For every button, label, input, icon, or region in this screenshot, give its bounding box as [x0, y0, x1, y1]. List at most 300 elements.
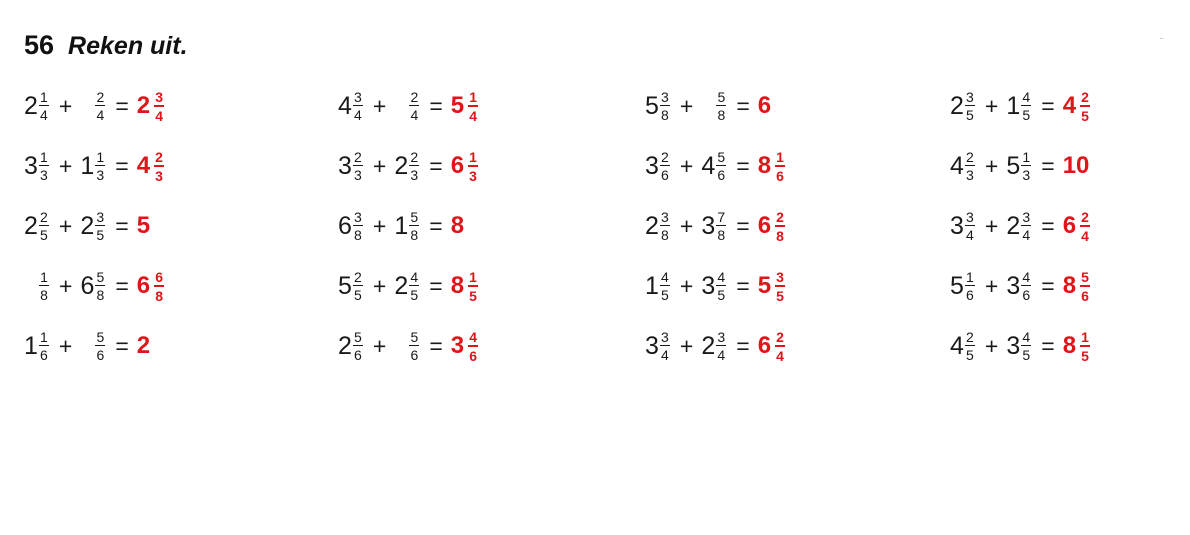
mixed-number	[950, 210, 975, 242]
denominator: 5	[40, 227, 48, 243]
denominator: 4	[354, 107, 362, 123]
numerator: 5	[717, 149, 726, 165]
fraction	[39, 330, 49, 362]
numerator: 2	[966, 149, 974, 165]
fraction	[154, 90, 164, 123]
denominator: 8	[776, 227, 784, 244]
equals-sign: =	[736, 212, 750, 239]
mixed-number	[701, 270, 726, 302]
answer-value	[758, 94, 771, 118]
numerator: 2	[40, 209, 48, 225]
numerator: 1	[40, 269, 48, 285]
fraction	[39, 90, 49, 122]
problem	[645, 84, 771, 128]
fraction	[660, 210, 670, 242]
numerator: 3	[776, 268, 784, 285]
denominator: 6	[717, 167, 726, 183]
fraction	[965, 90, 975, 122]
whole-part: 6	[757, 92, 772, 119]
mixed-number	[24, 330, 49, 362]
denominator: 3	[966, 167, 974, 183]
fraction	[716, 330, 726, 362]
whole-part: 5	[136, 212, 151, 239]
denominator: 6	[1022, 287, 1031, 303]
numerator: 4	[717, 269, 726, 285]
numerator: 4	[410, 269, 419, 285]
whole-part: 3	[338, 151, 352, 180]
numerator: 5	[410, 329, 419, 345]
mixed-number	[80, 330, 105, 362]
mixed-number	[1006, 150, 1031, 182]
denominator: 6	[410, 347, 419, 363]
numerator: 5	[96, 269, 105, 285]
plus-sign: +	[372, 212, 387, 239]
whole-part: 4	[136, 152, 151, 179]
whole-part: 4	[1062, 92, 1077, 119]
mixed-number	[24, 90, 49, 122]
fraction	[154, 150, 164, 183]
fraction	[660, 330, 670, 362]
denominator: 4	[776, 347, 784, 364]
whole-part: 2	[645, 211, 659, 240]
whole-part: 4	[701, 151, 716, 180]
whole-part: 6	[757, 332, 772, 359]
denominator: 6	[40, 347, 48, 363]
mixed-number	[24, 150, 49, 182]
fraction	[353, 150, 363, 182]
whole-part: 2	[80, 211, 95, 240]
numerator: 1	[96, 149, 105, 165]
fraction	[965, 210, 975, 242]
mixed-number	[701, 90, 726, 122]
whole-part: 3	[1006, 331, 1021, 360]
numerator: 2	[1081, 208, 1089, 225]
whole-part: 1	[645, 271, 659, 300]
mixed-number	[338, 270, 363, 302]
plus-sign: +	[984, 272, 999, 299]
numerator: 2	[776, 208, 784, 225]
problem	[338, 324, 478, 368]
equals-sign: =	[429, 152, 443, 179]
numerator: 3	[661, 329, 669, 345]
plus-sign: +	[58, 92, 73, 119]
denominator: 5	[717, 287, 726, 303]
numerator: 4	[1022, 269, 1031, 285]
fraction	[1021, 210, 1031, 242]
denominator: 4	[966, 227, 974, 243]
mixed-number	[394, 330, 419, 362]
whole-part: 3	[645, 151, 659, 180]
fraction	[353, 270, 363, 302]
answer-value	[1063, 270, 1090, 303]
fraction	[353, 210, 363, 242]
numerator: 1	[1022, 149, 1031, 165]
mixed-number	[80, 150, 105, 182]
answer-value	[137, 90, 164, 123]
numerator: 3	[661, 209, 669, 225]
problem	[338, 264, 478, 308]
fraction	[716, 210, 726, 242]
scan-speck	[1160, 38, 1163, 39]
denominator: 3	[410, 167, 419, 183]
whole-part: 4	[950, 331, 964, 360]
exercise-number: 56	[24, 30, 55, 60]
numerator: 5	[410, 209, 419, 225]
numerator: 2	[410, 149, 419, 165]
numerator: 3	[354, 209, 362, 225]
mixed-number	[950, 90, 975, 122]
whole-part: 2	[24, 91, 38, 120]
whole-part: 8	[1062, 332, 1077, 359]
whole-part: 3	[701, 211, 716, 240]
equals-sign: =	[115, 332, 129, 359]
fraction	[409, 210, 419, 242]
whole-part: 1	[1006, 91, 1021, 120]
denominator: 3	[96, 167, 105, 183]
whole-part: 4	[338, 91, 352, 120]
mixed-number	[394, 210, 419, 242]
plus-sign: +	[984, 212, 999, 239]
plus-sign: +	[679, 152, 694, 179]
whole-part: 2	[394, 151, 409, 180]
numerator: 4	[469, 328, 478, 345]
denominator: 4	[410, 107, 419, 123]
whole-part: 6	[450, 152, 465, 179]
numerator: 6	[155, 268, 164, 285]
whole-part: 5	[757, 272, 772, 299]
numerator: 3	[155, 88, 164, 105]
answer-value	[1063, 154, 1090, 178]
numerator: 3	[966, 89, 974, 105]
fraction	[468, 270, 478, 303]
mixed-number	[645, 150, 670, 182]
fraction	[353, 90, 363, 122]
plus-sign: +	[679, 272, 694, 299]
whole-part: 8	[450, 272, 465, 299]
numerator: 3	[1022, 209, 1031, 225]
plus-sign: +	[58, 152, 73, 179]
fraction	[1080, 210, 1090, 243]
mixed-number	[24, 270, 49, 302]
numerator: 1	[1081, 328, 1089, 345]
fraction	[1021, 150, 1031, 182]
equals-sign: =	[736, 92, 750, 119]
denominator: 4	[1081, 227, 1089, 244]
whole-part: 5	[450, 92, 465, 119]
problem	[950, 264, 1090, 308]
problem	[338, 204, 464, 248]
fraction	[353, 330, 363, 362]
equals-sign: =	[1041, 272, 1055, 299]
whole-part: 8	[450, 212, 465, 239]
denominator: 8	[717, 107, 726, 123]
whole-part: 3	[450, 332, 465, 359]
denominator: 8	[96, 287, 105, 303]
mixed-number	[338, 330, 363, 362]
problem	[950, 144, 1089, 188]
whole-part: 1	[80, 151, 95, 180]
whole-part: 2	[24, 211, 38, 240]
whole-part: 6	[757, 212, 772, 239]
mixed-number	[80, 210, 105, 242]
numerator: 1	[469, 268, 477, 285]
whole-part: 10	[1062, 152, 1090, 179]
equals-sign: =	[736, 152, 750, 179]
equals-sign: =	[115, 92, 129, 119]
problem	[24, 204, 150, 248]
whole-part: 3	[645, 331, 659, 360]
equals-sign: =	[429, 212, 443, 239]
fraction	[468, 90, 478, 123]
plus-sign: +	[984, 152, 999, 179]
numerator: 2	[410, 89, 419, 105]
fraction	[468, 330, 478, 363]
numerator: 1	[776, 148, 784, 165]
denominator: 4	[1022, 227, 1031, 243]
numerator: 4	[661, 269, 669, 285]
denominator: 5	[1081, 107, 1089, 124]
denominator: 6	[354, 347, 362, 363]
denominator: 8	[155, 287, 164, 304]
plus-sign: +	[372, 152, 387, 179]
problem	[645, 324, 785, 368]
numerator: 4	[1022, 89, 1031, 105]
fraction	[95, 210, 105, 242]
plus-sign: +	[372, 332, 387, 359]
answer-value	[137, 214, 150, 238]
problem	[950, 84, 1090, 128]
denominator: 4	[717, 347, 726, 363]
whole-part: 1	[24, 331, 38, 360]
fraction	[95, 150, 105, 182]
denominator: 5	[410, 287, 419, 303]
mixed-number	[338, 90, 363, 122]
mixed-number	[394, 90, 419, 122]
denominator: 5	[966, 347, 974, 363]
fraction	[409, 270, 419, 302]
numerator: 5	[717, 89, 726, 105]
numerator: 3	[717, 329, 726, 345]
denominator: 3	[354, 167, 362, 183]
plus-sign: +	[984, 332, 999, 359]
denominator: 4	[469, 107, 478, 124]
numerator: 5	[354, 329, 362, 345]
fraction	[95, 270, 105, 302]
numerator: 2	[776, 328, 784, 345]
fraction	[775, 270, 785, 303]
whole-part: 3	[701, 271, 716, 300]
numerator: 1	[40, 89, 48, 105]
answer-value	[137, 334, 150, 358]
whole-part: 2	[136, 92, 151, 119]
whole-part: 2	[950, 91, 964, 120]
whole-part: 5	[338, 271, 352, 300]
answer-value	[758, 330, 785, 363]
whole-part: 5	[1006, 151, 1021, 180]
denominator: 6	[96, 347, 105, 363]
numerator: 2	[661, 149, 669, 165]
denominator: 4	[155, 107, 164, 124]
fraction	[660, 270, 670, 302]
equals-sign: =	[429, 272, 443, 299]
plus-sign: +	[679, 332, 694, 359]
problem	[24, 324, 150, 368]
whole-part: 5	[950, 271, 964, 300]
denominator: 5	[1022, 107, 1031, 123]
fraction	[154, 270, 164, 303]
mixed-number	[645, 210, 670, 242]
whole-part: 1	[394, 211, 409, 240]
answer-value	[137, 270, 164, 303]
numerator: 1	[40, 149, 48, 165]
answer-value	[1063, 330, 1090, 363]
denominator: 8	[410, 227, 419, 243]
denominator: 5	[469, 287, 477, 304]
whole-part: 2	[136, 332, 151, 359]
mixed-number	[645, 270, 670, 302]
mixed-number	[1006, 90, 1031, 122]
mixed-number	[1006, 270, 1031, 302]
whole-part: 6	[80, 271, 95, 300]
answer-value	[758, 150, 785, 183]
fraction	[409, 150, 419, 182]
fraction	[1021, 330, 1031, 362]
answer-value	[1063, 90, 1090, 123]
whole-part: 6	[338, 211, 352, 240]
fraction	[409, 330, 419, 362]
problem	[645, 144, 785, 188]
fraction	[965, 150, 975, 182]
fraction	[660, 90, 670, 122]
denominator: 5	[1081, 347, 1089, 364]
denominator: 8	[661, 107, 669, 123]
denominator: 5	[354, 287, 362, 303]
problem	[645, 204, 785, 248]
fraction	[965, 330, 975, 362]
denominator: 3	[1022, 167, 1031, 183]
whole-part: 6	[136, 272, 151, 299]
plus-sign: +	[58, 212, 73, 239]
denominator: 5	[661, 287, 669, 303]
denominator: 6	[966, 287, 974, 303]
mixed-number	[24, 210, 49, 242]
problem	[645, 264, 785, 308]
numerator: 2	[155, 148, 163, 165]
numerator: 4	[1022, 329, 1031, 345]
mixed-number	[950, 330, 975, 362]
numerator: 2	[1081, 88, 1089, 105]
whole-part: 4	[950, 151, 964, 180]
problem	[338, 144, 478, 188]
whole-part: 2	[1006, 211, 1021, 240]
mixed-number	[645, 90, 670, 122]
denominator: 8	[354, 227, 362, 243]
fraction	[716, 270, 726, 302]
mixed-number	[1006, 330, 1031, 362]
exercise-header	[24, 30, 188, 61]
denominator: 3	[40, 167, 48, 183]
fraction	[39, 270, 49, 302]
equals-sign: =	[736, 272, 750, 299]
answer-value	[451, 330, 478, 363]
denominator: 5	[96, 227, 105, 243]
mixed-number	[950, 270, 975, 302]
fraction	[716, 150, 726, 182]
whole-part: 2	[338, 331, 352, 360]
denominator: 8	[717, 227, 726, 243]
plus-sign: +	[984, 92, 999, 119]
answer-value	[451, 90, 478, 123]
mixed-number	[338, 210, 363, 242]
fraction	[1080, 90, 1090, 123]
denominator: 8	[40, 287, 48, 303]
equals-sign: =	[736, 332, 750, 359]
fraction	[775, 150, 785, 183]
plus-sign: +	[679, 212, 694, 239]
answer-value	[758, 270, 785, 303]
mixed-number	[701, 210, 726, 242]
problem	[24, 84, 164, 128]
answer-value	[1063, 210, 1090, 243]
fraction	[965, 270, 975, 302]
mixed-number	[80, 90, 105, 122]
denominator: 6	[469, 347, 478, 364]
whole-part: 6	[1062, 212, 1077, 239]
problem	[338, 84, 478, 128]
denominator: 6	[661, 167, 669, 183]
mixed-number	[394, 150, 419, 182]
mixed-number	[950, 150, 975, 182]
denominator: 4	[96, 107, 105, 123]
whole-part: 5	[645, 91, 659, 120]
fraction	[775, 210, 785, 243]
denominator: 3	[155, 167, 163, 184]
numerator: 2	[354, 149, 362, 165]
equals-sign: =	[115, 272, 129, 299]
fraction	[716, 90, 726, 122]
fraction	[1021, 90, 1031, 122]
denominator: 8	[661, 227, 669, 243]
plus-sign: +	[58, 332, 73, 359]
answer-value	[758, 210, 785, 243]
plus-sign: +	[59, 272, 73, 299]
plus-sign: +	[679, 92, 694, 119]
denominator: 3	[469, 167, 477, 184]
equals-sign: =	[1041, 152, 1055, 179]
answer-value	[451, 150, 478, 183]
numerator: 1	[469, 148, 477, 165]
mixed-number	[1006, 210, 1031, 242]
denominator: 5	[966, 107, 974, 123]
equals-sign: =	[429, 332, 443, 359]
answer-value	[137, 150, 164, 183]
fraction	[39, 150, 49, 182]
mixed-number	[338, 150, 363, 182]
whole-part: 3	[1006, 271, 1021, 300]
denominator: 5	[776, 287, 784, 304]
exercise-title: Reken uit.	[68, 32, 188, 60]
numerator: 3	[96, 209, 105, 225]
equals-sign: =	[1041, 332, 1055, 359]
whole-part: 3	[950, 211, 964, 240]
denominator: 6	[776, 167, 784, 184]
numerator: 5	[96, 329, 105, 345]
numerator: 3	[354, 89, 362, 105]
whole-part: 2	[701, 331, 716, 360]
fraction	[775, 330, 785, 363]
answer-value	[451, 214, 464, 238]
equals-sign: =	[1041, 92, 1055, 119]
